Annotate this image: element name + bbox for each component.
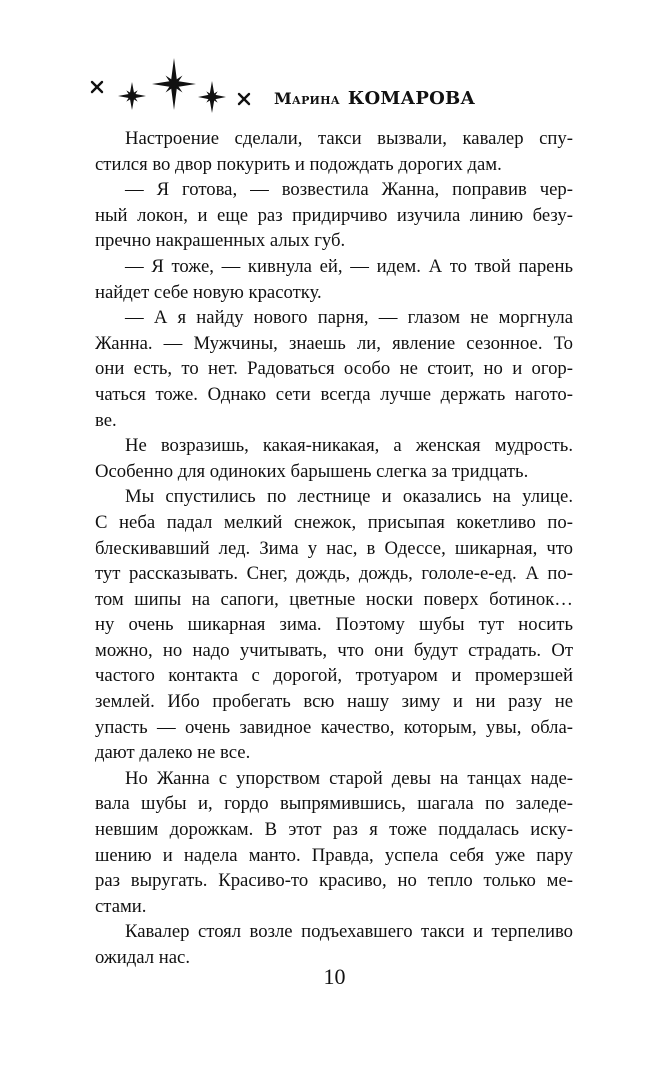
text-line: они есть, то нет. Радоваться особо не стоит, но и огор- <box>95 358 573 380</box>
text-line: шению и надела манто. Правда, успела себя уже пару <box>95 844 573 866</box>
paragraph <box>95 766 573 920</box>
text-line: невшим дорожкам. В этот раз я тоже поддалась иску- <box>95 819 573 841</box>
text-line: ожидал нас. <box>95 947 191 968</box>
paragraph <box>95 433 573 484</box>
text-line: Кавалер стоял возле подъехавшего такси и терпеливо <box>125 921 573 943</box>
text-line: чаться тоже. Однако сети всегда лучше держать нагото- <box>95 383 573 405</box>
paragraph <box>95 919 573 970</box>
text-line: найдет себе новую красотку. <box>95 281 322 303</box>
text-line: Жанна. — Мужчины, знаешь ли, явление сезонное. То <box>95 332 573 354</box>
text-line: С неба падал мелкий снежок, присыпая кокетливо по- <box>95 511 573 533</box>
paragraph <box>95 126 573 177</box>
author-last-name: КОМАРОВА <box>347 88 476 109</box>
text-line: — Я готова, — возвестила Жанна, поправив чер- <box>125 179 573 201</box>
text-line: ве. <box>95 409 117 431</box>
text-line: раз выругать. Красиво-то красиво, но тепло только ме- <box>95 870 573 892</box>
text-line: можно, но надо учитывать, что они будут страдать. От <box>95 639 573 661</box>
stars-ornament-icon <box>84 56 262 118</box>
paragraph <box>95 254 573 305</box>
text-line: тут рассказывать. Снег, дождь, дождь, гололе-е-ед. А по- <box>95 563 573 585</box>
text-line: Но Жанна с упорством старой девы на танцах наде- <box>125 767 573 789</box>
text-line: Настроение сделали, такси вызвали, кавалер спу- <box>125 128 573 149</box>
text-line: частого контакта с дорогой, тротуаром и промерзшей <box>95 665 573 687</box>
text-line: стился во двор покурить и подождать дорогих дам. <box>95 153 502 175</box>
text-line: Особенно для одиноких барышень слегка за тридцать. <box>95 460 529 482</box>
text-line: стами. <box>95 895 147 917</box>
text-line: — Я тоже, — кивнула ей, — идем. А то твой парень <box>125 255 573 277</box>
running-header <box>84 56 584 118</box>
page-number: 10 <box>323 964 346 989</box>
text-line: — А я найду нового парня, — глазом не моргнула <box>125 307 573 329</box>
text-line: вала шубы и, гордо выпрямившись, шагала по заледе- <box>95 793 573 815</box>
paragraph <box>95 484 573 766</box>
text-line: пречно накрашенных алых губ. <box>95 230 346 252</box>
paragraph <box>95 177 573 254</box>
running-head-author <box>274 88 475 109</box>
text-line: блескивавший лед. Зима у нас, в Одессе, шикарная, что <box>95 537 573 559</box>
text-line: упасть — очень завидное качество, которым, увы, обла- <box>95 716 573 738</box>
text-line: дают далеко не все. <box>95 742 251 764</box>
text-line: землей. Ибо пробегать всю нашу зиму и ни разу не <box>95 691 573 713</box>
paragraph <box>95 305 573 433</box>
text-line: ный локон, и еще раз придирчиво изучила линию безу- <box>95 204 573 226</box>
author-first-name: Марина <box>274 89 340 108</box>
body-text <box>95 126 573 971</box>
text-line: ну очень шикарная зима. Поэтому шубы тут носить <box>95 614 573 636</box>
text-line: Мы спустились по лестнице и оказались на улице. <box>125 486 573 508</box>
text-line: том шипы на сапоги, цветные носки поверх ботинок… <box>95 588 573 610</box>
text-line: Не возразишь, какая-никакая, а женская мудрость. <box>125 435 573 457</box>
